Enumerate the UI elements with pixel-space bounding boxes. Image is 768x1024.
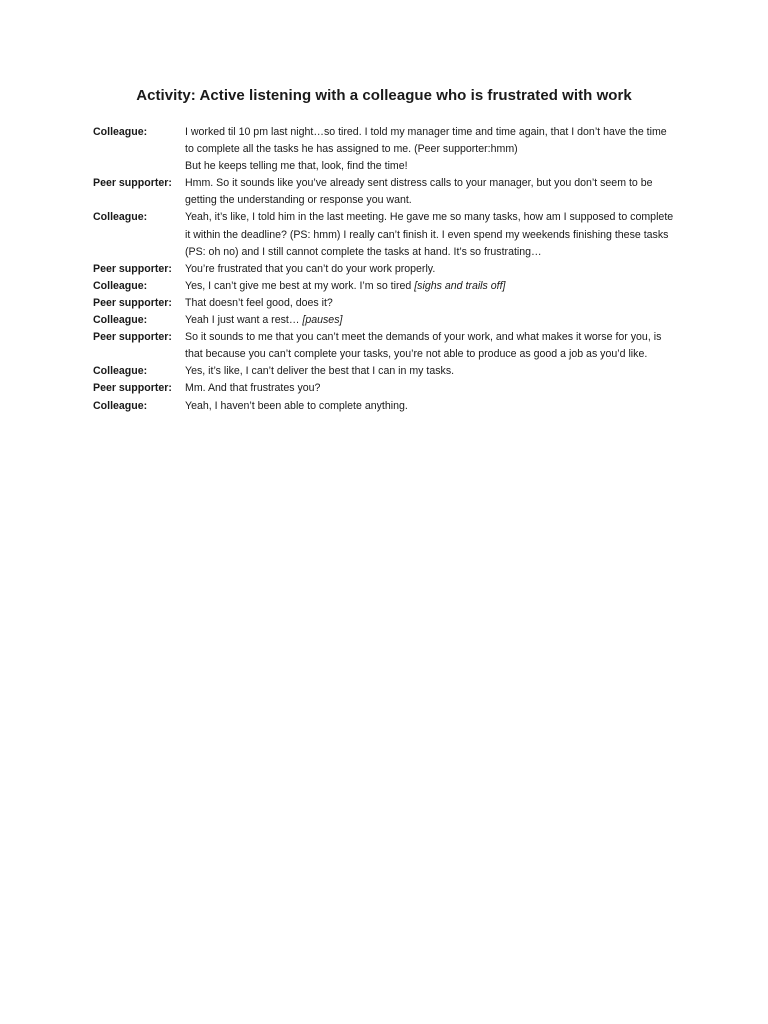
- line-segment: Yeah, I haven’t been able to complete anything.: [185, 399, 408, 412]
- speaker-label: Peer supporter:: [93, 331, 172, 344]
- dialogue-row: [93, 124, 678, 175]
- line-segment: So it sounds to me that you can’t meet the demands of your work, and what makes it worse for you, is that because you can’t complete your tasks, you’re not able to produce as good a job as you’d like.: [185, 331, 662, 361]
- dialogue-row: [93, 329, 678, 363]
- speaker-label: Peer supporter:: [93, 296, 172, 309]
- dialogue-line: [185, 295, 678, 312]
- dialogue-row: [93, 312, 678, 329]
- line-segment: I worked til 10 pm last night…so tired. I told my manager time and time again, that I don’t have the time to complete all the tasks he has assigned to me. (Peer supporter:hmm): [185, 126, 667, 156]
- speaker-label: Colleague:: [93, 399, 148, 412]
- dialogue-row: [93, 295, 678, 312]
- line-segment: Mm. And that frustrates you?: [185, 382, 321, 395]
- speaker-label: Peer supporter:: [93, 382, 172, 395]
- dialogue-row: [93, 209, 678, 260]
- dialogue-row: [93, 278, 678, 295]
- speaker-label: Colleague:: [93, 211, 148, 224]
- speaker-label: Colleague:: [93, 314, 148, 327]
- dialogue-line: [185, 124, 678, 175]
- dialogue-row: [93, 380, 678, 397]
- line-segment: That doesn’t feel good, does it?: [185, 296, 333, 309]
- speaker-label: Colleague:: [93, 126, 148, 138]
- stage-direction: [pauses]: [302, 314, 343, 327]
- dialogue-line: [185, 312, 678, 329]
- dialogue-line: [185, 380, 678, 397]
- dialogue-line: [185, 261, 678, 278]
- dialogue-row: [93, 261, 678, 278]
- dialogue-line: [185, 329, 678, 363]
- dialogue-line: [185, 209, 678, 260]
- line-segment: Yeah I just want a rest…: [185, 314, 303, 327]
- dialogue-line: [185, 363, 678, 380]
- dialogue-row: [93, 398, 678, 415]
- line-segment: Hmm. So it sounds like you’ve already sent distress calls to your manager, but you don’t seem to be getting the understanding or response you want.: [185, 177, 653, 207]
- dialogue-line: [185, 278, 678, 295]
- line-segment: Yes, I can’t give me best at my work. I’m so tired: [185, 279, 415, 292]
- stage-direction: [sighs and trails off]: [414, 279, 506, 292]
- line-segment: Yes, it’s like, I can’t deliver the best that I can in my tasks.: [185, 365, 455, 378]
- page-title: Activity: Active listening with a colleague who is frustrated with work: [136, 87, 632, 104]
- dialogue-row: [93, 363, 678, 380]
- speaker-label: Peer supporter:: [93, 262, 172, 275]
- dialogue-row: [93, 175, 678, 209]
- line-segment: Yeah, it’s like, I told him in the last meeting. He gave me so many tasks, how am I supposed to complete it within the deadline? (PS: hmm) I really can’t finish it. I even spend my weekends finishing these tasks (PS: oh no) and I still cannot complete the tasks at hand. It’s so frustrating…: [185, 211, 674, 258]
- speaker-label: Colleague:: [93, 279, 148, 292]
- dialogue-line: [185, 175, 678, 209]
- dialogue-line: [185, 398, 678, 415]
- speaker-label: Colleague:: [93, 365, 148, 378]
- speaker-label: Peer supporter:: [93, 177, 172, 190]
- line-segment: You’re frustrated that you can’t do your work properly.: [185, 262, 436, 275]
- line-segment: But he keeps telling me that, look, find the time!: [185, 160, 408, 173]
- dialogue-table: [93, 124, 678, 415]
